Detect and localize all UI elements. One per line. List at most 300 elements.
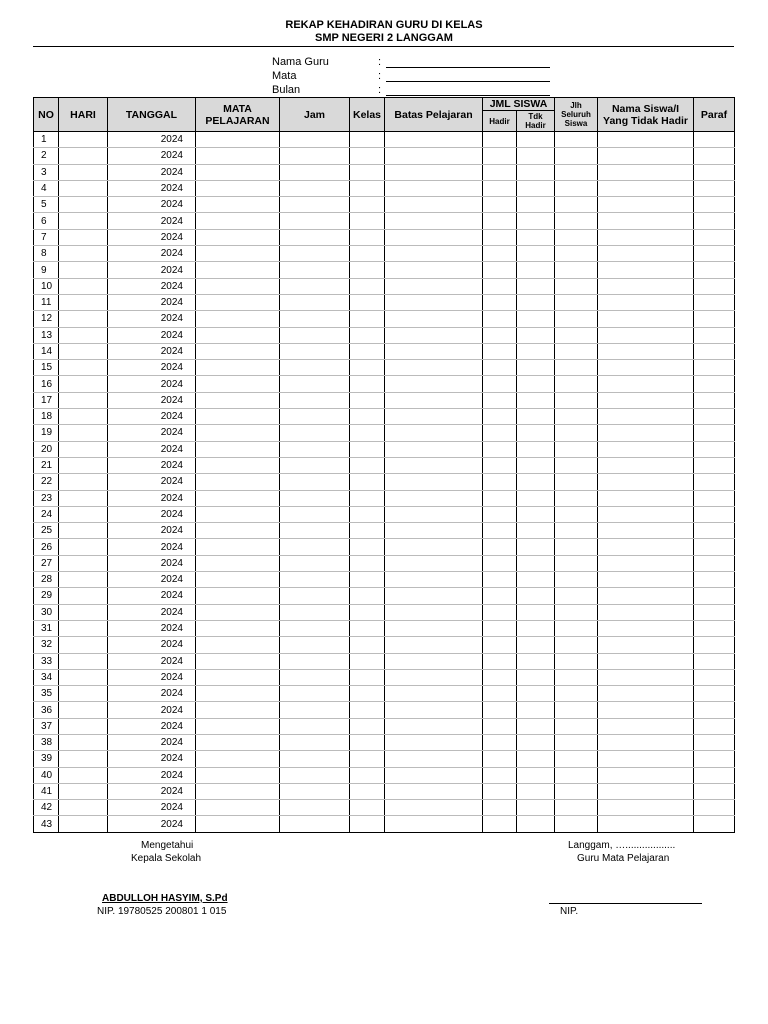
cell-jlh-seluruh[interactable] — [555, 246, 598, 262]
cell-mata-pelajaran[interactable] — [196, 620, 280, 636]
cell-kelas[interactable] — [350, 490, 385, 506]
cell-tanggal[interactable]: 2024 — [108, 376, 196, 392]
cell-jlh-seluruh[interactable] — [555, 164, 598, 180]
cell-hadir[interactable] — [483, 572, 517, 588]
cell-tanggal[interactable]: 2024 — [108, 718, 196, 734]
cell-batas[interactable] — [385, 425, 483, 441]
cell-mata-pelajaran[interactable] — [196, 539, 280, 555]
cell-mata-pelajaran[interactable] — [196, 229, 280, 245]
cell-jlh-seluruh[interactable] — [555, 718, 598, 734]
cell-jam[interactable] — [280, 213, 350, 229]
cell-jam[interactable] — [280, 816, 350, 832]
cell-kelas[interactable] — [350, 474, 385, 490]
cell-jlh-seluruh[interactable] — [555, 604, 598, 620]
cell-paraf[interactable] — [694, 783, 735, 799]
cell-tdk-hadir[interactable] — [517, 246, 555, 262]
cell-hadir[interactable] — [483, 604, 517, 620]
cell-hari[interactable] — [59, 539, 108, 555]
cell-hadir[interactable] — [483, 637, 517, 653]
cell-hari[interactable] — [59, 229, 108, 245]
cell-kelas[interactable] — [350, 506, 385, 522]
cell-tdk-hadir[interactable] — [517, 392, 555, 408]
cell-nama-siswa[interactable] — [598, 669, 694, 685]
cell-tanggal[interactable]: 2024 — [108, 311, 196, 327]
cell-tdk-hadir[interactable] — [517, 213, 555, 229]
cell-tanggal[interactable]: 2024 — [108, 213, 196, 229]
cell-mata-pelajaran[interactable] — [196, 197, 280, 213]
cell-tdk-hadir[interactable] — [517, 132, 555, 148]
cell-hari[interactable] — [59, 278, 108, 294]
cell-mata-pelajaran[interactable] — [196, 572, 280, 588]
cell-hadir[interactable] — [483, 148, 517, 164]
cell-jam[interactable] — [280, 734, 350, 750]
cell-paraf[interactable] — [694, 588, 735, 604]
cell-paraf[interactable] — [694, 718, 735, 734]
cell-tdk-hadir[interactable] — [517, 311, 555, 327]
cell-jlh-seluruh[interactable] — [555, 441, 598, 457]
cell-tanggal[interactable]: 2024 — [108, 751, 196, 767]
cell-kelas[interactable] — [350, 376, 385, 392]
cell-paraf[interactable] — [694, 800, 735, 816]
cell-jlh-seluruh[interactable] — [555, 457, 598, 473]
cell-jam[interactable] — [280, 718, 350, 734]
cell-nama-siswa[interactable] — [598, 539, 694, 555]
cell-nama-siswa[interactable] — [598, 278, 694, 294]
cell-kelas[interactable] — [350, 767, 385, 783]
cell-batas[interactable] — [385, 457, 483, 473]
cell-nama-siswa[interactable] — [598, 148, 694, 164]
cell-hadir[interactable] — [483, 783, 517, 799]
cell-nama-siswa[interactable] — [598, 490, 694, 506]
cell-paraf[interactable] — [694, 409, 735, 425]
cell-nama-siswa[interactable] — [598, 327, 694, 343]
cell-paraf[interactable] — [694, 767, 735, 783]
cell-batas[interactable] — [385, 278, 483, 294]
cell-hadir[interactable] — [483, 164, 517, 180]
cell-mata-pelajaran[interactable] — [196, 783, 280, 799]
cell-kelas[interactable] — [350, 604, 385, 620]
cell-paraf[interactable] — [694, 572, 735, 588]
cell-hadir[interactable] — [483, 392, 517, 408]
cell-jam[interactable] — [280, 229, 350, 245]
cell-kelas[interactable] — [350, 392, 385, 408]
cell-tdk-hadir[interactable] — [517, 816, 555, 832]
cell-nama-siswa[interactable] — [598, 686, 694, 702]
cell-hari[interactable] — [59, 734, 108, 750]
cell-kelas[interactable] — [350, 148, 385, 164]
cell-batas[interactable] — [385, 734, 483, 750]
cell-nama-siswa[interactable] — [598, 376, 694, 392]
cell-hari[interactable] — [59, 164, 108, 180]
cell-nama-siswa[interactable] — [598, 588, 694, 604]
cell-batas[interactable] — [385, 392, 483, 408]
cell-nama-siswa[interactable] — [598, 425, 694, 441]
cell-jam[interactable] — [280, 751, 350, 767]
cell-kelas[interactable] — [350, 800, 385, 816]
cell-mata-pelajaran[interactable] — [196, 441, 280, 457]
cell-jam[interactable] — [280, 686, 350, 702]
cell-jlh-seluruh[interactable] — [555, 637, 598, 653]
cell-hadir[interactable] — [483, 425, 517, 441]
cell-kelas[interactable] — [350, 164, 385, 180]
cell-tanggal[interactable]: 2024 — [108, 474, 196, 490]
cell-nama-siswa[interactable] — [598, 751, 694, 767]
cell-nama-siswa[interactable] — [598, 311, 694, 327]
cell-tanggal[interactable]: 2024 — [108, 132, 196, 148]
cell-paraf[interactable] — [694, 474, 735, 490]
cell-mata-pelajaran[interactable] — [196, 800, 280, 816]
cell-tdk-hadir[interactable] — [517, 718, 555, 734]
cell-jlh-seluruh[interactable] — [555, 474, 598, 490]
cell-hari[interactable] — [59, 441, 108, 457]
cell-hadir[interactable] — [483, 343, 517, 359]
cell-batas[interactable] — [385, 653, 483, 669]
cell-mata-pelajaran[interactable] — [196, 506, 280, 522]
cell-hadir[interactable] — [483, 653, 517, 669]
cell-batas[interactable] — [385, 180, 483, 196]
cell-hadir[interactable] — [483, 360, 517, 376]
cell-tanggal[interactable]: 2024 — [108, 588, 196, 604]
cell-jlh-seluruh[interactable] — [555, 327, 598, 343]
cell-jam[interactable] — [280, 180, 350, 196]
cell-paraf[interactable] — [694, 132, 735, 148]
cell-paraf[interactable] — [694, 816, 735, 832]
cell-nama-siswa[interactable] — [598, 409, 694, 425]
cell-tanggal[interactable]: 2024 — [108, 734, 196, 750]
cell-mata-pelajaran[interactable] — [196, 392, 280, 408]
cell-nama-siswa[interactable] — [598, 734, 694, 750]
cell-tdk-hadir[interactable] — [517, 653, 555, 669]
cell-batas[interactable] — [385, 360, 483, 376]
cell-mata-pelajaran[interactable] — [196, 294, 280, 310]
cell-jlh-seluruh[interactable] — [555, 506, 598, 522]
cell-mata-pelajaran[interactable] — [196, 360, 280, 376]
cell-tanggal[interactable]: 2024 — [108, 523, 196, 539]
cell-hari[interactable] — [59, 523, 108, 539]
cell-tdk-hadir[interactable] — [517, 278, 555, 294]
cell-batas[interactable] — [385, 718, 483, 734]
cell-tdk-hadir[interactable] — [517, 457, 555, 473]
cell-hari[interactable] — [59, 620, 108, 636]
cell-jam[interactable] — [280, 783, 350, 799]
cell-tanggal[interactable]: 2024 — [108, 783, 196, 799]
cell-jam[interactable] — [280, 262, 350, 278]
cell-kelas[interactable] — [350, 669, 385, 685]
cell-hadir[interactable] — [483, 734, 517, 750]
cell-tdk-hadir[interactable] — [517, 327, 555, 343]
cell-mata-pelajaran[interactable] — [196, 490, 280, 506]
cell-hari[interactable] — [59, 246, 108, 262]
cell-kelas[interactable] — [350, 653, 385, 669]
cell-nama-siswa[interactable] — [598, 604, 694, 620]
cell-jlh-seluruh[interactable] — [555, 653, 598, 669]
cell-kelas[interactable] — [350, 686, 385, 702]
cell-batas[interactable] — [385, 343, 483, 359]
cell-tanggal[interactable]: 2024 — [108, 555, 196, 571]
cell-tdk-hadir[interactable] — [517, 555, 555, 571]
nama-guru-fill-line[interactable] — [386, 67, 550, 68]
cell-nama-siswa[interactable] — [598, 132, 694, 148]
cell-tdk-hadir[interactable] — [517, 197, 555, 213]
cell-tanggal[interactable]: 2024 — [108, 425, 196, 441]
cell-mata-pelajaran[interactable] — [196, 164, 280, 180]
cell-tdk-hadir[interactable] — [517, 229, 555, 245]
cell-mata-pelajaran[interactable] — [196, 767, 280, 783]
cell-tdk-hadir[interactable] — [517, 441, 555, 457]
cell-mata-pelajaran[interactable] — [196, 702, 280, 718]
cell-batas[interactable] — [385, 474, 483, 490]
cell-paraf[interactable] — [694, 441, 735, 457]
cell-nama-siswa[interactable] — [598, 572, 694, 588]
cell-hadir[interactable] — [483, 327, 517, 343]
cell-mata-pelajaran[interactable] — [196, 278, 280, 294]
cell-batas[interactable] — [385, 327, 483, 343]
cell-hadir[interactable] — [483, 702, 517, 718]
cell-kelas[interactable] — [350, 783, 385, 799]
cell-hadir[interactable] — [483, 767, 517, 783]
cell-hari[interactable] — [59, 311, 108, 327]
cell-mata-pelajaran[interactable] — [196, 246, 280, 262]
cell-hadir[interactable] — [483, 311, 517, 327]
cell-batas[interactable] — [385, 702, 483, 718]
cell-hari[interactable] — [59, 213, 108, 229]
cell-mata-pelajaran[interactable] — [196, 425, 280, 441]
cell-hadir[interactable] — [483, 213, 517, 229]
cell-kelas[interactable] — [350, 180, 385, 196]
cell-tdk-hadir[interactable] — [517, 180, 555, 196]
cell-batas[interactable] — [385, 490, 483, 506]
cell-hadir[interactable] — [483, 278, 517, 294]
cell-batas[interactable] — [385, 294, 483, 310]
cell-jlh-seluruh[interactable] — [555, 262, 598, 278]
cell-jam[interactable] — [280, 311, 350, 327]
cell-mata-pelajaran[interactable] — [196, 588, 280, 604]
cell-mata-pelajaran[interactable] — [196, 669, 280, 685]
cell-kelas[interactable] — [350, 229, 385, 245]
cell-hadir[interactable] — [483, 523, 517, 539]
cell-hari[interactable] — [59, 132, 108, 148]
cell-batas[interactable] — [385, 637, 483, 653]
cell-mata-pelajaran[interactable] — [196, 718, 280, 734]
cell-jlh-seluruh[interactable] — [555, 572, 598, 588]
cell-paraf[interactable] — [694, 686, 735, 702]
cell-nama-siswa[interactable] — [598, 718, 694, 734]
cell-jlh-seluruh[interactable] — [555, 555, 598, 571]
cell-tdk-hadir[interactable] — [517, 702, 555, 718]
cell-hari[interactable] — [59, 653, 108, 669]
cell-hari[interactable] — [59, 490, 108, 506]
cell-hadir[interactable] — [483, 490, 517, 506]
cell-nama-siswa[interactable] — [598, 457, 694, 473]
cell-batas[interactable] — [385, 213, 483, 229]
cell-paraf[interactable] — [694, 246, 735, 262]
cell-nama-siswa[interactable] — [598, 246, 694, 262]
cell-jam[interactable] — [280, 588, 350, 604]
cell-tdk-hadir[interactable] — [517, 148, 555, 164]
cell-jlh-seluruh[interactable] — [555, 767, 598, 783]
cell-nama-siswa[interactable] — [598, 474, 694, 490]
cell-hari[interactable] — [59, 686, 108, 702]
cell-hadir[interactable] — [483, 441, 517, 457]
cell-batas[interactable] — [385, 669, 483, 685]
cell-batas[interactable] — [385, 441, 483, 457]
cell-batas[interactable] — [385, 800, 483, 816]
cell-paraf[interactable] — [694, 751, 735, 767]
cell-tdk-hadir[interactable] — [517, 588, 555, 604]
cell-paraf[interactable] — [694, 425, 735, 441]
cell-nama-siswa[interactable] — [598, 816, 694, 832]
cell-jam[interactable] — [280, 246, 350, 262]
cell-hadir[interactable] — [483, 474, 517, 490]
cell-nama-siswa[interactable] — [598, 294, 694, 310]
cell-tanggal[interactable]: 2024 — [108, 539, 196, 555]
cell-jlh-seluruh[interactable] — [555, 588, 598, 604]
cell-paraf[interactable] — [694, 392, 735, 408]
cell-jlh-seluruh[interactable] — [555, 148, 598, 164]
cell-hadir[interactable] — [483, 409, 517, 425]
cell-jlh-seluruh[interactable] — [555, 734, 598, 750]
cell-mata-pelajaran[interactable] — [196, 262, 280, 278]
cell-jam[interactable] — [280, 360, 350, 376]
cell-tdk-hadir[interactable] — [517, 751, 555, 767]
cell-mata-pelajaran[interactable] — [196, 213, 280, 229]
cell-hari[interactable] — [59, 637, 108, 653]
cell-tanggal[interactable]: 2024 — [108, 409, 196, 425]
cell-hadir[interactable] — [483, 669, 517, 685]
cell-kelas[interactable] — [350, 539, 385, 555]
cell-tdk-hadir[interactable] — [517, 523, 555, 539]
cell-jam[interactable] — [280, 409, 350, 425]
cell-mata-pelajaran[interactable] — [196, 686, 280, 702]
cell-paraf[interactable] — [694, 360, 735, 376]
cell-batas[interactable] — [385, 604, 483, 620]
cell-tanggal[interactable]: 2024 — [108, 180, 196, 196]
cell-jam[interactable] — [280, 376, 350, 392]
cell-mata-pelajaran[interactable] — [196, 343, 280, 359]
cell-mata-pelajaran[interactable] — [196, 148, 280, 164]
cell-kelas[interactable] — [350, 620, 385, 636]
cell-paraf[interactable] — [694, 213, 735, 229]
cell-mata-pelajaran[interactable] — [196, 457, 280, 473]
cell-kelas[interactable] — [350, 457, 385, 473]
cell-nama-siswa[interactable] — [598, 653, 694, 669]
cell-batas[interactable] — [385, 132, 483, 148]
cell-kelas[interactable] — [350, 702, 385, 718]
cell-paraf[interactable] — [694, 278, 735, 294]
cell-tdk-hadir[interactable] — [517, 620, 555, 636]
cell-mata-pelajaran[interactable] — [196, 376, 280, 392]
cell-paraf[interactable] — [694, 490, 735, 506]
cell-paraf[interactable] — [694, 327, 735, 343]
cell-jlh-seluruh[interactable] — [555, 620, 598, 636]
cell-hadir[interactable] — [483, 229, 517, 245]
cell-tanggal[interactable]: 2024 — [108, 392, 196, 408]
cell-hari[interactable] — [59, 783, 108, 799]
cell-batas[interactable] — [385, 246, 483, 262]
cell-tanggal[interactable]: 2024 — [108, 262, 196, 278]
cell-nama-siswa[interactable] — [598, 343, 694, 359]
cell-paraf[interactable] — [694, 604, 735, 620]
cell-paraf[interactable] — [694, 637, 735, 653]
cell-paraf[interactable] — [694, 555, 735, 571]
cell-tanggal[interactable]: 2024 — [108, 669, 196, 685]
cell-hari[interactable] — [59, 294, 108, 310]
cell-paraf[interactable] — [694, 148, 735, 164]
cell-hari[interactable] — [59, 718, 108, 734]
mata-fill-line[interactable] — [386, 81, 550, 82]
cell-jlh-seluruh[interactable] — [555, 425, 598, 441]
cell-hadir[interactable] — [483, 506, 517, 522]
cell-hari[interactable] — [59, 327, 108, 343]
cell-tdk-hadir[interactable] — [517, 164, 555, 180]
cell-nama-siswa[interactable] — [598, 637, 694, 653]
cell-jlh-seluruh[interactable] — [555, 294, 598, 310]
cell-mata-pelajaran[interactable] — [196, 523, 280, 539]
cell-jlh-seluruh[interactable] — [555, 800, 598, 816]
cell-hari[interactable] — [59, 409, 108, 425]
cell-batas[interactable] — [385, 588, 483, 604]
cell-jam[interactable] — [280, 148, 350, 164]
cell-tdk-hadir[interactable] — [517, 506, 555, 522]
cell-tanggal[interactable]: 2024 — [108, 620, 196, 636]
cell-mata-pelajaran[interactable] — [196, 555, 280, 571]
cell-tanggal[interactable]: 2024 — [108, 294, 196, 310]
cell-tanggal[interactable]: 2024 — [108, 767, 196, 783]
cell-batas[interactable] — [385, 376, 483, 392]
cell-batas[interactable] — [385, 686, 483, 702]
cell-kelas[interactable] — [350, 360, 385, 376]
cell-jam[interactable] — [280, 425, 350, 441]
cell-batas[interactable] — [385, 506, 483, 522]
cell-kelas[interactable] — [350, 311, 385, 327]
cell-jam[interactable] — [280, 800, 350, 816]
cell-nama-siswa[interactable] — [598, 555, 694, 571]
cell-hari[interactable] — [59, 588, 108, 604]
cell-mata-pelajaran[interactable] — [196, 327, 280, 343]
cell-nama-siswa[interactable] — [598, 767, 694, 783]
cell-mata-pelajaran[interactable] — [196, 734, 280, 750]
cell-batas[interactable] — [385, 816, 483, 832]
cell-tdk-hadir[interactable] — [517, 294, 555, 310]
cell-tanggal[interactable]: 2024 — [108, 686, 196, 702]
cell-paraf[interactable] — [694, 164, 735, 180]
cell-hari[interactable] — [59, 604, 108, 620]
cell-tdk-hadir[interactable] — [517, 262, 555, 278]
cell-tanggal[interactable]: 2024 — [108, 441, 196, 457]
cell-tanggal[interactable]: 2024 — [108, 327, 196, 343]
cell-tanggal[interactable]: 2024 — [108, 360, 196, 376]
cell-jlh-seluruh[interactable] — [555, 751, 598, 767]
cell-hari[interactable] — [59, 816, 108, 832]
cell-hadir[interactable] — [483, 246, 517, 262]
cell-jlh-seluruh[interactable] — [555, 360, 598, 376]
cell-hadir[interactable] — [483, 816, 517, 832]
cell-hari[interactable] — [59, 572, 108, 588]
cell-tanggal[interactable]: 2024 — [108, 164, 196, 180]
cell-tanggal[interactable]: 2024 — [108, 637, 196, 653]
cell-tanggal[interactable]: 2024 — [108, 653, 196, 669]
cell-tdk-hadir[interactable] — [517, 409, 555, 425]
cell-kelas[interactable] — [350, 555, 385, 571]
cell-kelas[interactable] — [350, 572, 385, 588]
cell-nama-siswa[interactable] — [598, 197, 694, 213]
cell-jlh-seluruh[interactable] — [555, 229, 598, 245]
cell-jam[interactable] — [280, 620, 350, 636]
cell-jam[interactable] — [280, 343, 350, 359]
cell-hari[interactable] — [59, 800, 108, 816]
cell-jam[interactable] — [280, 506, 350, 522]
cell-jlh-seluruh[interactable] — [555, 816, 598, 832]
